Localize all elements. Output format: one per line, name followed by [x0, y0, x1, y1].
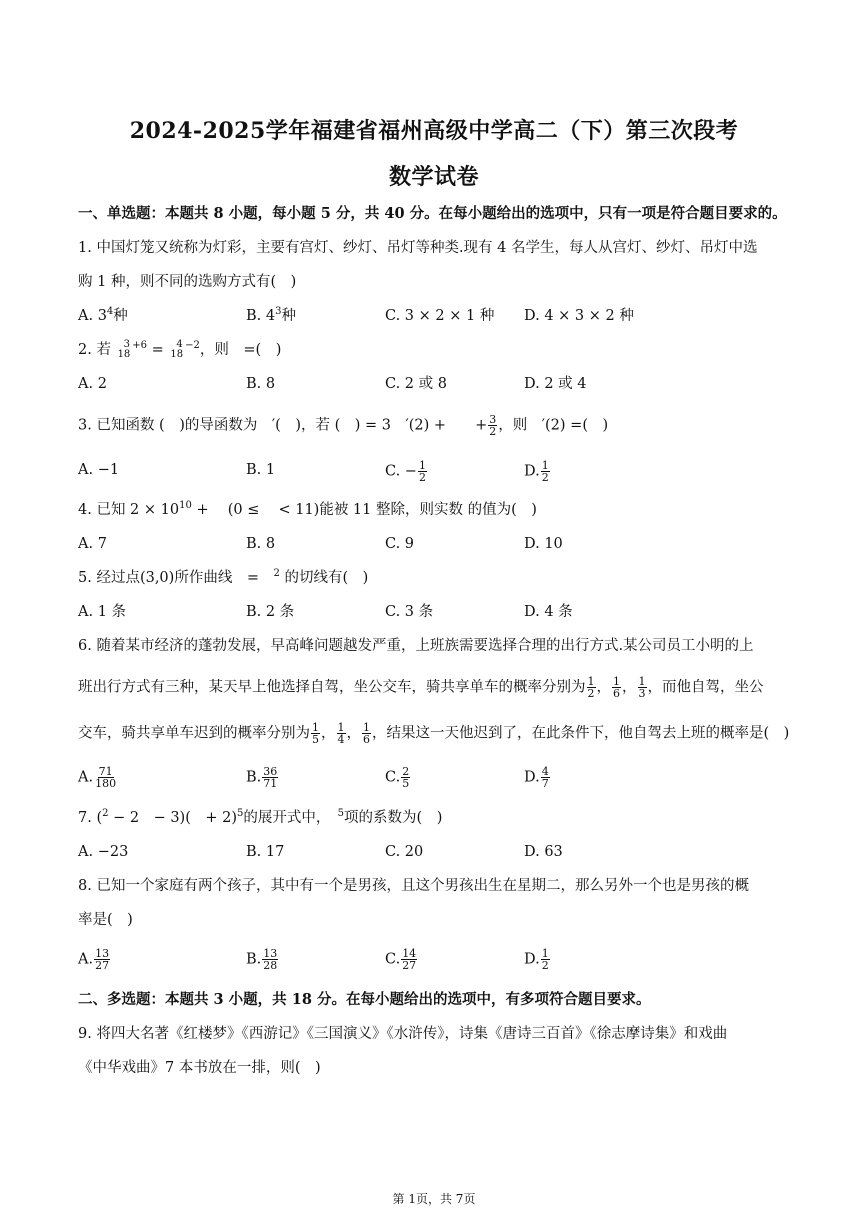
option-d: D. 4 条 — [524, 604, 573, 620]
question-1-line-2: 购 1 种，则不同的选购方式有( ) — [78, 274, 297, 290]
option-b: B. $\frac{36}{71}$ — [246, 765, 278, 790]
question-4-options — [78, 534, 798, 558]
option-d: D. $\frac{1}{2}$ — [524, 947, 549, 972]
option-a: A. $3^4$种 — [78, 306, 128, 324]
question-8-line-2: 率是( ) — [78, 912, 133, 928]
option-a: A. −1 — [78, 462, 120, 478]
question-7: 7. ($^2$ − 2 − 3)( + 2)$^5$的展开式中， $^5$项的系数为( ) — [78, 808, 443, 826]
option-b: B. 2 条 — [246, 604, 295, 620]
option-a: A. 7 — [78, 536, 107, 552]
question-3-options — [78, 460, 798, 484]
option-c: C. $\frac{14}{27}$ — [385, 947, 417, 972]
option-c: C. 2 或 8 — [385, 376, 447, 392]
option-c: C. − $\frac{1}{2}$ — [385, 459, 426, 484]
question-6-line-2: 班出行方式有三种，某天早上他选择自驾，坐公交车，骑共享单车的概率分别为 $\frac{1}{2}$ ， $\frac{1}{6}$ ， $\frac{1}{3}$ ，而他自驾，坐公 — [78, 675, 764, 700]
option-c: C. 9 — [385, 536, 415, 552]
question-5-options — [78, 602, 798, 626]
option-b: B. $4^3$种 — [246, 306, 296, 324]
question-1-line-1: 1. 中国灯笼又统称为灯彩，主要有宫灯、纱灯、吊灯等种类.现有 4 名学生，每人从宫灯、纱灯、吊灯中选 — [78, 240, 758, 256]
question-9-line-1: 9. 将四大名著《红楼梦》《西游记》《三国演义》《水浒传》，诗集《唐诗三百首》《徐志摩诗集》和戏曲 — [78, 1026, 728, 1042]
option-d: D. $\frac{4}{7}$ — [524, 765, 549, 790]
option-d: D. 63 — [524, 844, 563, 860]
combination-2: 4 18 — [170, 339, 184, 360]
option-c: C. 3 × 2 × 1 种 — [385, 308, 495, 324]
question-5: 5. 经过点(3,0)所作曲线 = $^2$ 的切线有( ) — [78, 568, 369, 586]
option-d: D. 10 — [524, 536, 563, 552]
option-c: C. 20 — [385, 844, 424, 860]
option-d: D. 2 或 4 — [524, 376, 587, 392]
option-a: A. 2 — [78, 376, 107, 392]
option-d: D. 4 × 3 × 2 种 — [524, 308, 634, 324]
question-4: 4. 已知 $2 \times 10^{10}$ + (0 ≤ < 11)能被 11 整除，则实数 的值为( ) — [78, 500, 537, 518]
option-d: D. $\frac{1}{2}$ — [524, 459, 549, 484]
option-b: B. 8 — [246, 376, 276, 392]
combination-1: 3 18 — [117, 339, 131, 360]
question-9-line-2: 《中华戏曲》7 本书放在一排，则( ) — [78, 1060, 321, 1076]
option-b: B. $\frac{13}{28}$ — [246, 947, 278, 972]
question-6-options — [78, 766, 798, 790]
question-8-line-1: 8. 已知一个家庭有两个孩子，其中有一个是男孩，且这个男孩出生在星期二，那么另外一个也是男孩的概 — [78, 878, 749, 894]
option-b: B. 8 — [246, 536, 276, 552]
question-1-options — [78, 306, 798, 330]
option-a: A. $\frac{13}{27}$ — [78, 947, 110, 972]
question-6-line-3: 交车，骑共享单车迟到的概率分别为 $\frac{1}{5}$ ， $\frac{1}{4}$ ， $\frac{1}{6}$ ，结果这一天他迟到了，在此条件下，他自驾去上班的概率是( ) — [78, 721, 790, 746]
option-a: A. $\frac{71}{180}$ — [78, 765, 117, 790]
option-c: C. 3 条 — [385, 604, 434, 620]
question-3: 3. 已知函数 ( )的导函数为 ′( )，若 ( ) = 3 ′(2) + + $\frac{3}{2}$ ，则 ′(2) =( ) — [78, 413, 609, 438]
section-heading-single-choice: 一、单选题：本题共 8 小题，每小题 5 分，共 40 分。在每小题给出的选项中，只有一项是符合题目要求的。 — [78, 205, 787, 222]
question-8-options — [78, 948, 798, 972]
page-subtitle: 数学试卷 — [388, 164, 479, 190]
question-6-line-1: 6. 随着某市经济的蓬勃发展，早高峰问题越发严重，上班族需要选择合理的出行方式.某公司员工小明的上 — [78, 638, 754, 654]
question-2: 2. 若 3 18 $^{+6}$ = 4 18 $^{-2}$，则 =( ) — [78, 339, 282, 360]
option-c: C. $\frac{2}{5}$ — [385, 765, 410, 790]
question-2-options — [78, 374, 798, 398]
question-7-options — [78, 842, 798, 866]
option-a: A. 1 条 — [78, 604, 127, 620]
page-title: 2024-2025学年福建省福州高级中学高二（下）第三次段考 — [129, 118, 739, 144]
option-b: B. 17 — [246, 844, 285, 860]
option-a: A. −23 — [78, 844, 129, 860]
page-footer: 第 1页，共 7页 — [392, 1192, 476, 1206]
option-b: B. 1 — [246, 462, 276, 478]
section-heading-multi-choice: 二、多选题：本题共 3 小题，共 18 分。在每小题给出的选项中，有多项符合题目要求。 — [78, 991, 651, 1008]
